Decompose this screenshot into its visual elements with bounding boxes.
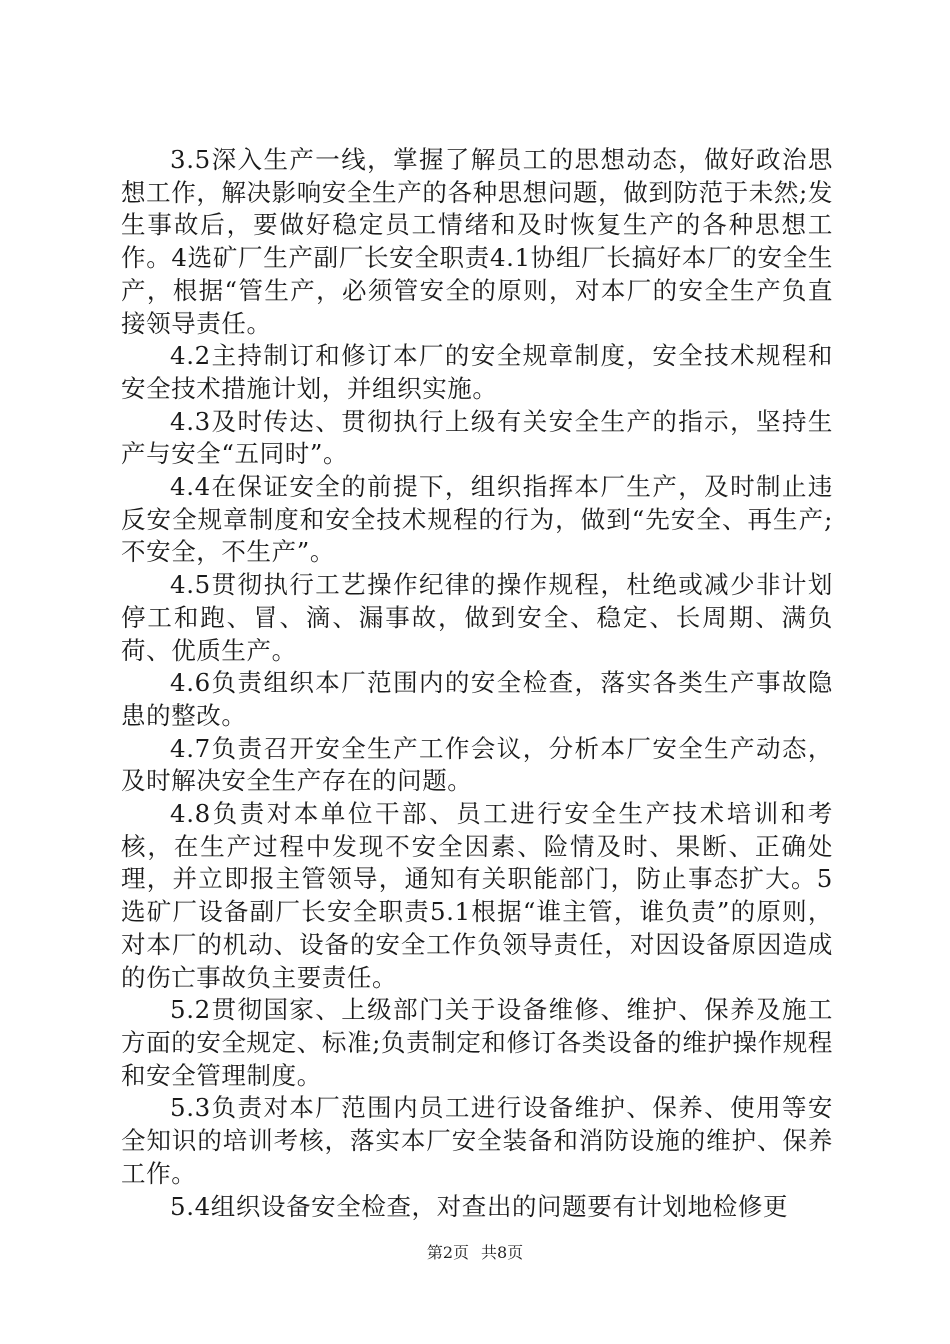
paragraph: 4.6负责组织本厂范围内的安全检查，落实各类生产事故隐患的整改。: [121, 668, 833, 730]
paragraph: 3.5深入生产一线，掌握了解员工的思想动态，做好政治思想工作，解决影响安全生产的各种思想问题，做到防范于未然;发生事故后，要做好稳定员工情绪和及时恢复生产的各种思想工作。4选矿厂生产副厂长安全职责4.1协组厂长搞好本厂的安全生产，根据“管生产，必须管安全的原则，对本厂的安全生产负直接领导责任。: [121, 145, 833, 338]
paragraph: 4.7负责召开安全生产工作会议，分析本厂安全生产动态，及时解决安全生产存在的问题。: [121, 733, 833, 796]
paragraph: 5.4组织设备安全检查，对查出的问题要有计划地检修更: [170, 1191, 789, 1221]
paragraph: 4.4在保证安全的前提下，组织指挥本厂生产，及时制止违反安全规章制度和安全技术规程的行为，做到“先安全、再生产;不安全，不生产”。: [121, 472, 833, 567]
paragraph: 4.5贯彻执行工艺操作纪律的操作规程，杜绝或减少非计划停工和跑、冒、滴、漏事故，做到安全、稳定、长周期、满负荷、优质生产。: [121, 570, 833, 665]
paragraph: 4.2主持制订和修订本厂的安全规章制度，安全技术规程和安全技术措施计划，并组织实施。: [121, 341, 833, 403]
page-total: 共8页: [481, 1243, 524, 1262]
paragraph: 5.2贯彻国家、上级部门关于设备维修、维护、保养及施工方面的安全规定、标准;负责制定和修订各类设备的维护操作规程和安全管理制度。: [121, 995, 833, 1090]
page-footer: [0, 1243, 950, 1263]
body-text: [121, 144, 833, 1223]
paragraph: 4.8负责对本单位干部、员工进行安全生产技术培训和考核，在生产过程中发现不安全因素、险情及时、果断、正确处理，并立即报主管领导，通知有关职能部门，防止事态扩大。5选矿厂设备副厂长安全职责5.1根据“谁主管，谁负责”的原则，对本厂的机动、设备的安全工作负领导责任，对因设备原因造成的伤亡事故负主要责任。: [121, 799, 833, 992]
page-number: 第2页: [426, 1243, 469, 1262]
paragraph: 4.3及时传达、贯彻执行上级有关安全生产的指示，坚持生产与安全“五同时”。: [121, 406, 833, 469]
paragraph: 5.3负责对本厂范围内员工进行设备维护、保养、使用等安全知识的培训考核，落实本厂安全装备和消防设施的维护、保养工作。: [121, 1093, 833, 1188]
